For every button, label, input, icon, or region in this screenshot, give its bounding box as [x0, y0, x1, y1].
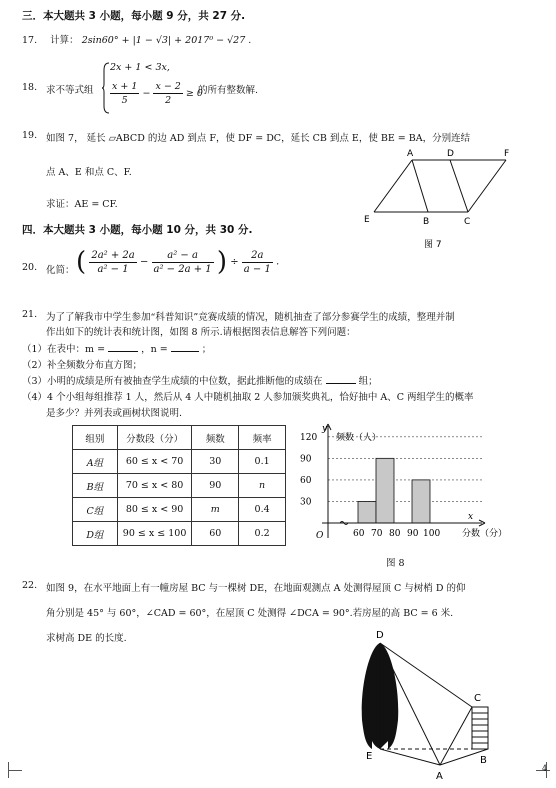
q20-div: ÷: [230, 256, 239, 268]
q18-ineq2: [110, 80, 203, 107]
table-cell: 60 ≤ x < 70: [117, 450, 192, 474]
table-header: 频数: [192, 426, 239, 450]
q21-sub3-a: （3）小明的成绩是所有被抽查学生成绩的中位数，据此推断他的成绩在: [22, 376, 323, 387]
line-ab: [412, 160, 428, 212]
x-tick-label: 90: [407, 529, 419, 539]
table-cell: 0.4: [239, 498, 286, 522]
q20-n2: a² − a: [152, 249, 214, 263]
m-blank: [108, 341, 138, 352]
point-e: E: [366, 751, 373, 762]
line-ea: [380, 749, 440, 765]
table-cell: 0.1: [239, 450, 286, 474]
q17-expression: 2sin60° + |1 − √3| + 2017⁰ − √27 .: [81, 35, 252, 46]
table-cell: 90: [192, 474, 239, 498]
point-b: B: [480, 755, 487, 766]
x-tick-label: 100: [423, 529, 441, 539]
crop-mark: [8, 770, 22, 771]
table-row: [73, 522, 286, 546]
q18-frac1-num: x + 1: [112, 81, 138, 92]
table-cell: n: [239, 474, 286, 498]
table-header: 分数段（分）: [117, 426, 192, 450]
q21-sub1-c: ；: [201, 344, 212, 355]
point-e: E: [364, 215, 370, 225]
histogram-chart: [296, 420, 522, 550]
point-d: D: [376, 630, 384, 641]
table-row: [73, 498, 286, 522]
x-axis-label: 分数（分）: [462, 529, 508, 539]
table-cell: 0.2: [239, 522, 286, 546]
table-cell: A组: [73, 450, 118, 474]
table-cell: 70 ≤ x < 80: [117, 474, 192, 498]
q19-number: 19.: [22, 130, 38, 141]
figure-9: [360, 625, 510, 785]
group-blank: [326, 373, 356, 384]
histogram-bar: [358, 501, 376, 523]
origin-label: O: [316, 531, 324, 541]
point-f: F: [504, 149, 510, 159]
q21-number: 21.: [22, 309, 38, 320]
q18-frac1-den: 5: [121, 95, 128, 106]
q21-sub3-b: 组；: [358, 376, 378, 387]
q18-minus: −: [142, 88, 151, 99]
x-tick-label: 70: [371, 529, 383, 539]
q21-sub4-a: （4）4 个小组每组推荐 1 人，然后从 4 人中随机抽取 2 人参加颁奖典礼，恰好抽中 A、C 两组学生的概率: [22, 392, 474, 403]
q18-ineq1: 2x + 1 < 3x,: [110, 62, 170, 73]
figure-7-label: 图 7: [424, 240, 442, 250]
q19-line2: 点 A、E 和点 C、F.: [46, 167, 132, 178]
line-fc: [468, 160, 506, 212]
y-tick-label: 90: [300, 454, 312, 465]
point-c: C: [474, 693, 481, 704]
q21-sub4-b: 是多少？并列表或画树状图说明.: [46, 408, 183, 419]
q20-d2: a² − 2a + 1: [153, 263, 212, 275]
q22-line2: 角分别是 45° 与 60°，∠CAD = 60°，在屋顶 C 处测得 ∠DCA = 90°.若房屋的高 BC = 6 米.: [46, 608, 454, 619]
q20-n3: 2a: [242, 249, 273, 263]
histogram-bar: [376, 458, 394, 523]
figure-8-label: 图 8: [386, 558, 405, 569]
y-tick-label: 60: [300, 475, 312, 486]
y-tick-label: 30: [300, 497, 312, 508]
q20-expression: ( $\frac{\text{2a² + 2a}}{\text{a² − 1}}$ − $\frac{\text{a² − a}}{\text{a² − 2a + 1}}$ ) ÷ $\frac{2a}{a - 1}$ .: [76, 247, 280, 277]
q18-frac2-den: 2: [165, 95, 172, 106]
q20-number: 20.: [22, 262, 38, 273]
n-blank: [171, 341, 199, 352]
q17-number: 17.: [22, 35, 38, 46]
figure-7: [360, 146, 530, 254]
q20-dot: .: [276, 256, 280, 268]
table-cell: C组: [73, 498, 118, 522]
x-tick-label: 80: [389, 529, 401, 539]
q18-number: 18.: [22, 82, 38, 93]
section-3-heading: 三．本大题共 3 小题，每小题 9 分，共 27 分.: [22, 10, 246, 22]
q17-label: 计算：: [50, 35, 79, 46]
point-a: A: [436, 771, 443, 782]
y-axis-label: 频数（人）: [336, 433, 382, 443]
q21-sub1-a: （1）在表中：m =: [22, 344, 106, 355]
q19-prove: 求证：AE = CF.: [46, 199, 118, 210]
table-cell: 80 ≤ x < 90: [117, 498, 192, 522]
q17: [22, 32, 251, 46]
table-header: 频率: [239, 426, 286, 450]
q22-number: 22.: [22, 580, 38, 591]
q18-lead-text: 求不等式组: [46, 85, 94, 96]
point-d: D: [447, 149, 454, 159]
table-cell: 60: [192, 522, 239, 546]
point-b: B: [423, 217, 430, 227]
q21-line2: 作出如下的统计表和统计图，如图 8 所示.请根据图表信息解答下列问题：: [46, 327, 356, 338]
q20-label: 化简：: [46, 265, 75, 276]
section-4-heading: 四．本大题共 3 小题，每小题 10 分，共 30 分.: [22, 224, 253, 236]
x-tick-label: 60: [353, 529, 365, 539]
q21-line1: 为了了解我市中学生参加“科普知识”竞赛成绩的情况，随机抽查了部分参赛学生的成绩，整理并制: [46, 312, 455, 323]
frequency-table: [72, 425, 286, 546]
q18-frac2-num: x − 2: [155, 81, 181, 92]
q21-sub2: （2）补全频数分布直方图；: [22, 360, 143, 371]
histogram-bar: [412, 480, 430, 523]
x-axis-symbol: x: [468, 512, 474, 522]
q18-tail-text: 的所有整数解.: [198, 85, 259, 96]
q20-d1: a² − 1: [97, 263, 129, 275]
q22-line1: 如图 9，在水平地面上有一幢房屋 BC 与一棵树 DE，在地面观测点 A 处测得屋顶 C 与树梢 D 的仰: [46, 583, 466, 594]
q20-minus: −: [139, 256, 149, 268]
q19-line1: 如图 7， 延长 ▱ABCD 的边 AD 到点 F，使 DF = DC，延长 CB 到点 E，使 BE = BA，分别连结: [46, 133, 471, 144]
table-cell: m: [192, 498, 239, 522]
q21-sub1-b: ，n =: [141, 344, 168, 355]
y-tick-label: 120: [300, 432, 318, 443]
page-number: 4: [542, 764, 548, 773]
q21-sub3: [22, 373, 378, 387]
table-cell: 90 ≤ x ≤ 100: [117, 522, 192, 546]
q21-sub1: [22, 341, 211, 355]
q18-geq: ≥ 0: [185, 88, 203, 99]
point-c: C: [464, 217, 471, 227]
table-row: [73, 474, 286, 498]
table-cell: 30: [192, 450, 239, 474]
y-axis-symbol: y: [322, 424, 328, 434]
table-header-row: [73, 426, 286, 450]
line-ae: [374, 160, 412, 212]
table-cell: B组: [73, 474, 118, 498]
table-header: 组别: [73, 426, 118, 450]
point-a: A: [407, 149, 414, 159]
table-row: [73, 450, 286, 474]
q20-n1: 2a² + 2a: [91, 249, 135, 261]
line-dc: [450, 160, 468, 212]
q22-line3: 求树高 DE 的长度.: [46, 633, 127, 644]
q18-brace: [102, 62, 110, 114]
q20-d3: a − 1: [243, 263, 271, 275]
table-cell: D组: [73, 522, 118, 546]
